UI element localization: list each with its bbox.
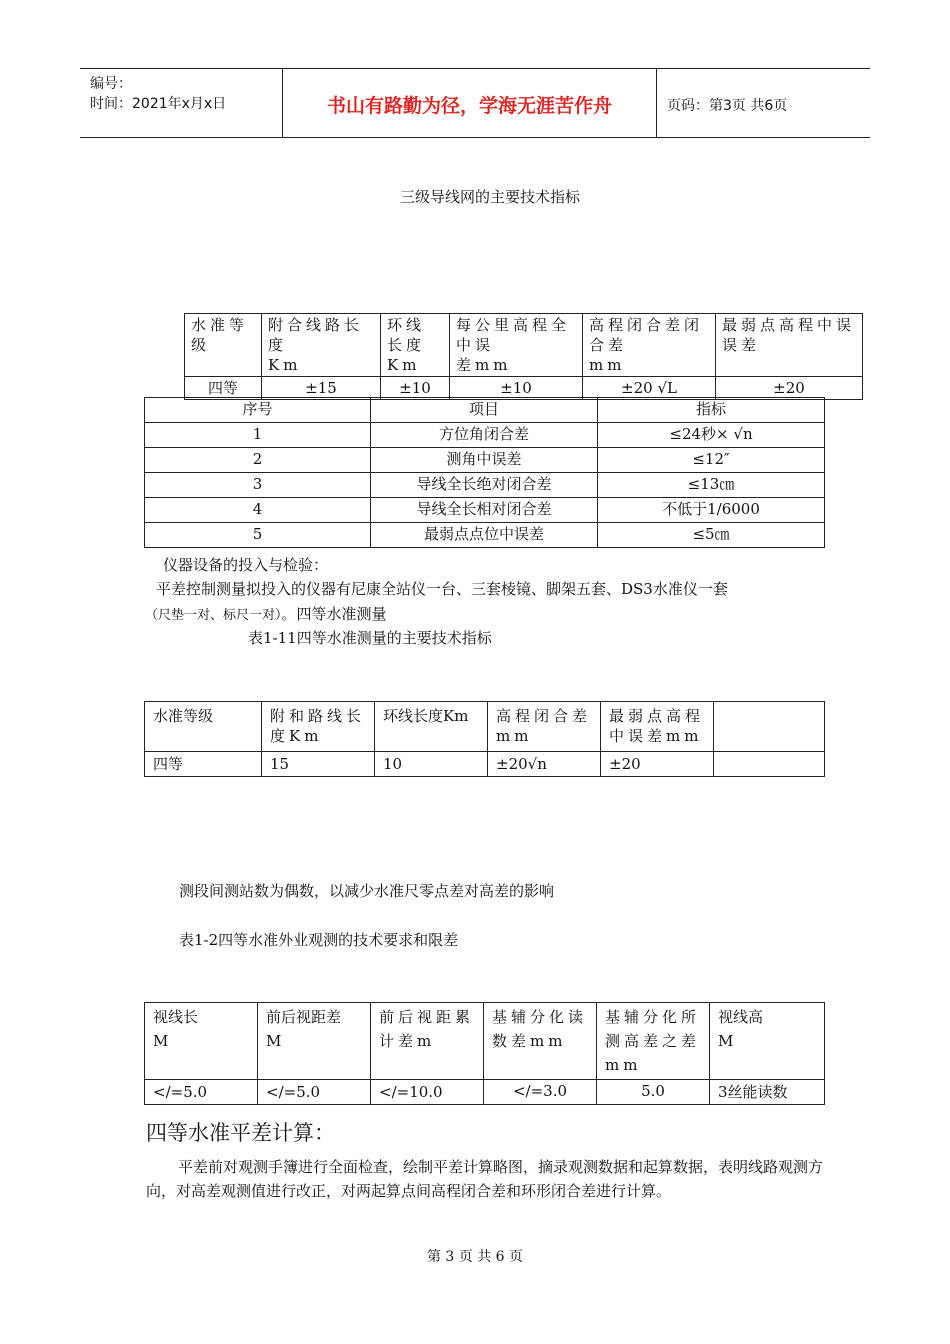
- cell: </=5.0: [258, 1080, 371, 1105]
- level-index-table: [184, 313, 863, 400]
- table-row: [145, 473, 825, 498]
- header-left-cell: [80, 69, 283, 137]
- cell: 15: [262, 752, 375, 777]
- cell: ≤13㎝: [598, 473, 825, 498]
- header-cell: 水准等级: [145, 702, 262, 752]
- cell: 最弱点点位中误差: [371, 523, 598, 548]
- adjustment-heading: 四等水准平差计算：: [146, 1121, 335, 1145]
- instrument-line2-small: （尺垫一对、标尺一对）: [145, 608, 282, 623]
- table-row: [145, 448, 825, 473]
- table-header-row: [145, 1003, 825, 1080]
- cell: 3: [145, 473, 371, 498]
- table-row: [145, 752, 825, 777]
- table-header-row: [145, 702, 825, 752]
- table-row: [145, 1080, 825, 1105]
- cell: 四等: [185, 377, 262, 400]
- table-header-row: [185, 314, 863, 377]
- note-even-stations: 测段间测站数为偶数，以减少水准尺零点差对高差的影响: [179, 882, 555, 900]
- cell: 导线全长绝对闭合差: [371, 473, 598, 498]
- page-header: [80, 68, 870, 138]
- page-code: 页码：第3页 共6页: [667, 98, 788, 114]
- cell: ±20: [716, 377, 863, 400]
- cell: 3丝能读数: [710, 1080, 825, 1105]
- cell: 2: [145, 448, 371, 473]
- header-cell: 视线长 M: [145, 1003, 258, 1080]
- cell: [714, 752, 825, 777]
- cell: 测角中误差: [371, 448, 598, 473]
- cell: 四等: [145, 752, 262, 777]
- cell: ≤24秒× √n: [598, 423, 825, 448]
- header-cell: 最弱点高程中误差mm: [601, 702, 714, 752]
- table-row: [145, 498, 825, 523]
- field-observation-table: [144, 1002, 825, 1105]
- header-cell: 指标: [598, 398, 825, 423]
- header-cell: 环线长度 Km: [381, 314, 450, 377]
- header-cell: 基辅分化所测高差之差mm: [597, 1003, 710, 1080]
- cell: ±20√n: [488, 752, 601, 777]
- cell: 5.0: [597, 1080, 710, 1105]
- instrument-line2-rest: 。四等水准测量: [281, 605, 387, 623]
- motto: 书山有路勤为径，学海无涯苦作舟: [326, 95, 612, 117]
- header-cell: 环线长度Km: [375, 702, 488, 752]
- header-right-cell: [657, 69, 870, 137]
- cell: ≤12″: [598, 448, 825, 473]
- time-label: 时间：2021年x月x日: [90, 96, 227, 112]
- header-cell: 附和路线长度Km: [262, 702, 375, 752]
- table-caption-1-11: 表1-11四等水准测量的主要技术指标: [248, 629, 492, 647]
- header-center-cell: [283, 69, 657, 137]
- header-cell: 附合线路长度 Km: [262, 314, 381, 377]
- traverse-index-table: [144, 397, 825, 548]
- cell: ±10: [450, 377, 583, 400]
- header-cell: [714, 702, 825, 752]
- cell: ±10: [381, 377, 450, 400]
- instrument-title: 仪器设备的投入与检验：: [163, 556, 329, 574]
- header-cell: 项目: [371, 398, 598, 423]
- cell: ±15: [262, 377, 381, 400]
- header-cell: 水准等级: [185, 314, 262, 377]
- table-caption-1-2: 表1-2四等水准外业观测的技术要求和限差: [179, 931, 459, 949]
- cell: ±20: [601, 752, 714, 777]
- header-cell: 前后视距累计差m: [371, 1003, 484, 1080]
- header-cell: 高程闭合差闭合差 mm: [583, 314, 716, 377]
- header-cell: 每公里高程全中误 差mm: [450, 314, 583, 377]
- cell: 10: [375, 752, 488, 777]
- cell: 导线全长相对闭合差: [371, 498, 598, 523]
- instrument-line2: [145, 602, 387, 628]
- level-index-table-2: [144, 701, 825, 777]
- header-cell: 序号: [145, 398, 371, 423]
- header-cell: 视线高 M: [710, 1003, 825, 1080]
- table-row: [145, 523, 825, 548]
- cell: 1: [145, 423, 371, 448]
- cell: </=5.0: [145, 1080, 258, 1105]
- cell: </=3.0: [484, 1080, 597, 1105]
- cell: 5: [145, 523, 371, 548]
- header-cell: 最弱点高程中误 误差: [716, 314, 863, 377]
- cell: </=10.0: [371, 1080, 484, 1105]
- header-cell: 前后视距差 M: [258, 1003, 371, 1080]
- cell: 4: [145, 498, 371, 523]
- cell: ≤5㎝: [598, 523, 825, 548]
- cell: 方位角闭合差: [371, 423, 598, 448]
- adjustment-body: 平差前对观测手簿进行全面检查，绘制平差计算略图，摘录观测数据和起算数据，表明线路观测方向，对高差观测值进行改正，对两起算点间高程闭合差和环形闭合差进行计算。: [146, 1158, 824, 1200]
- table-header-row: [145, 398, 825, 423]
- section-title: 三级导线网的主要技术指标: [399, 188, 580, 206]
- header-cell: 高程闭合差mm: [488, 702, 601, 752]
- instrument-line1: 平差控制测量拟投入的仪器有尼康全站仪一台、三套棱镜、脚架五套、DS3水准仪一套: [156, 580, 728, 598]
- cell: 不低于1/6000: [598, 498, 825, 523]
- table-row: [145, 423, 825, 448]
- number-label: 编号：: [90, 76, 132, 92]
- header-cell: 基辅分化读数差mm: [484, 1003, 597, 1080]
- page-footer: 第 3 页 共 6 页: [426, 1249, 524, 1265]
- cell: ±20 √L: [583, 377, 716, 400]
